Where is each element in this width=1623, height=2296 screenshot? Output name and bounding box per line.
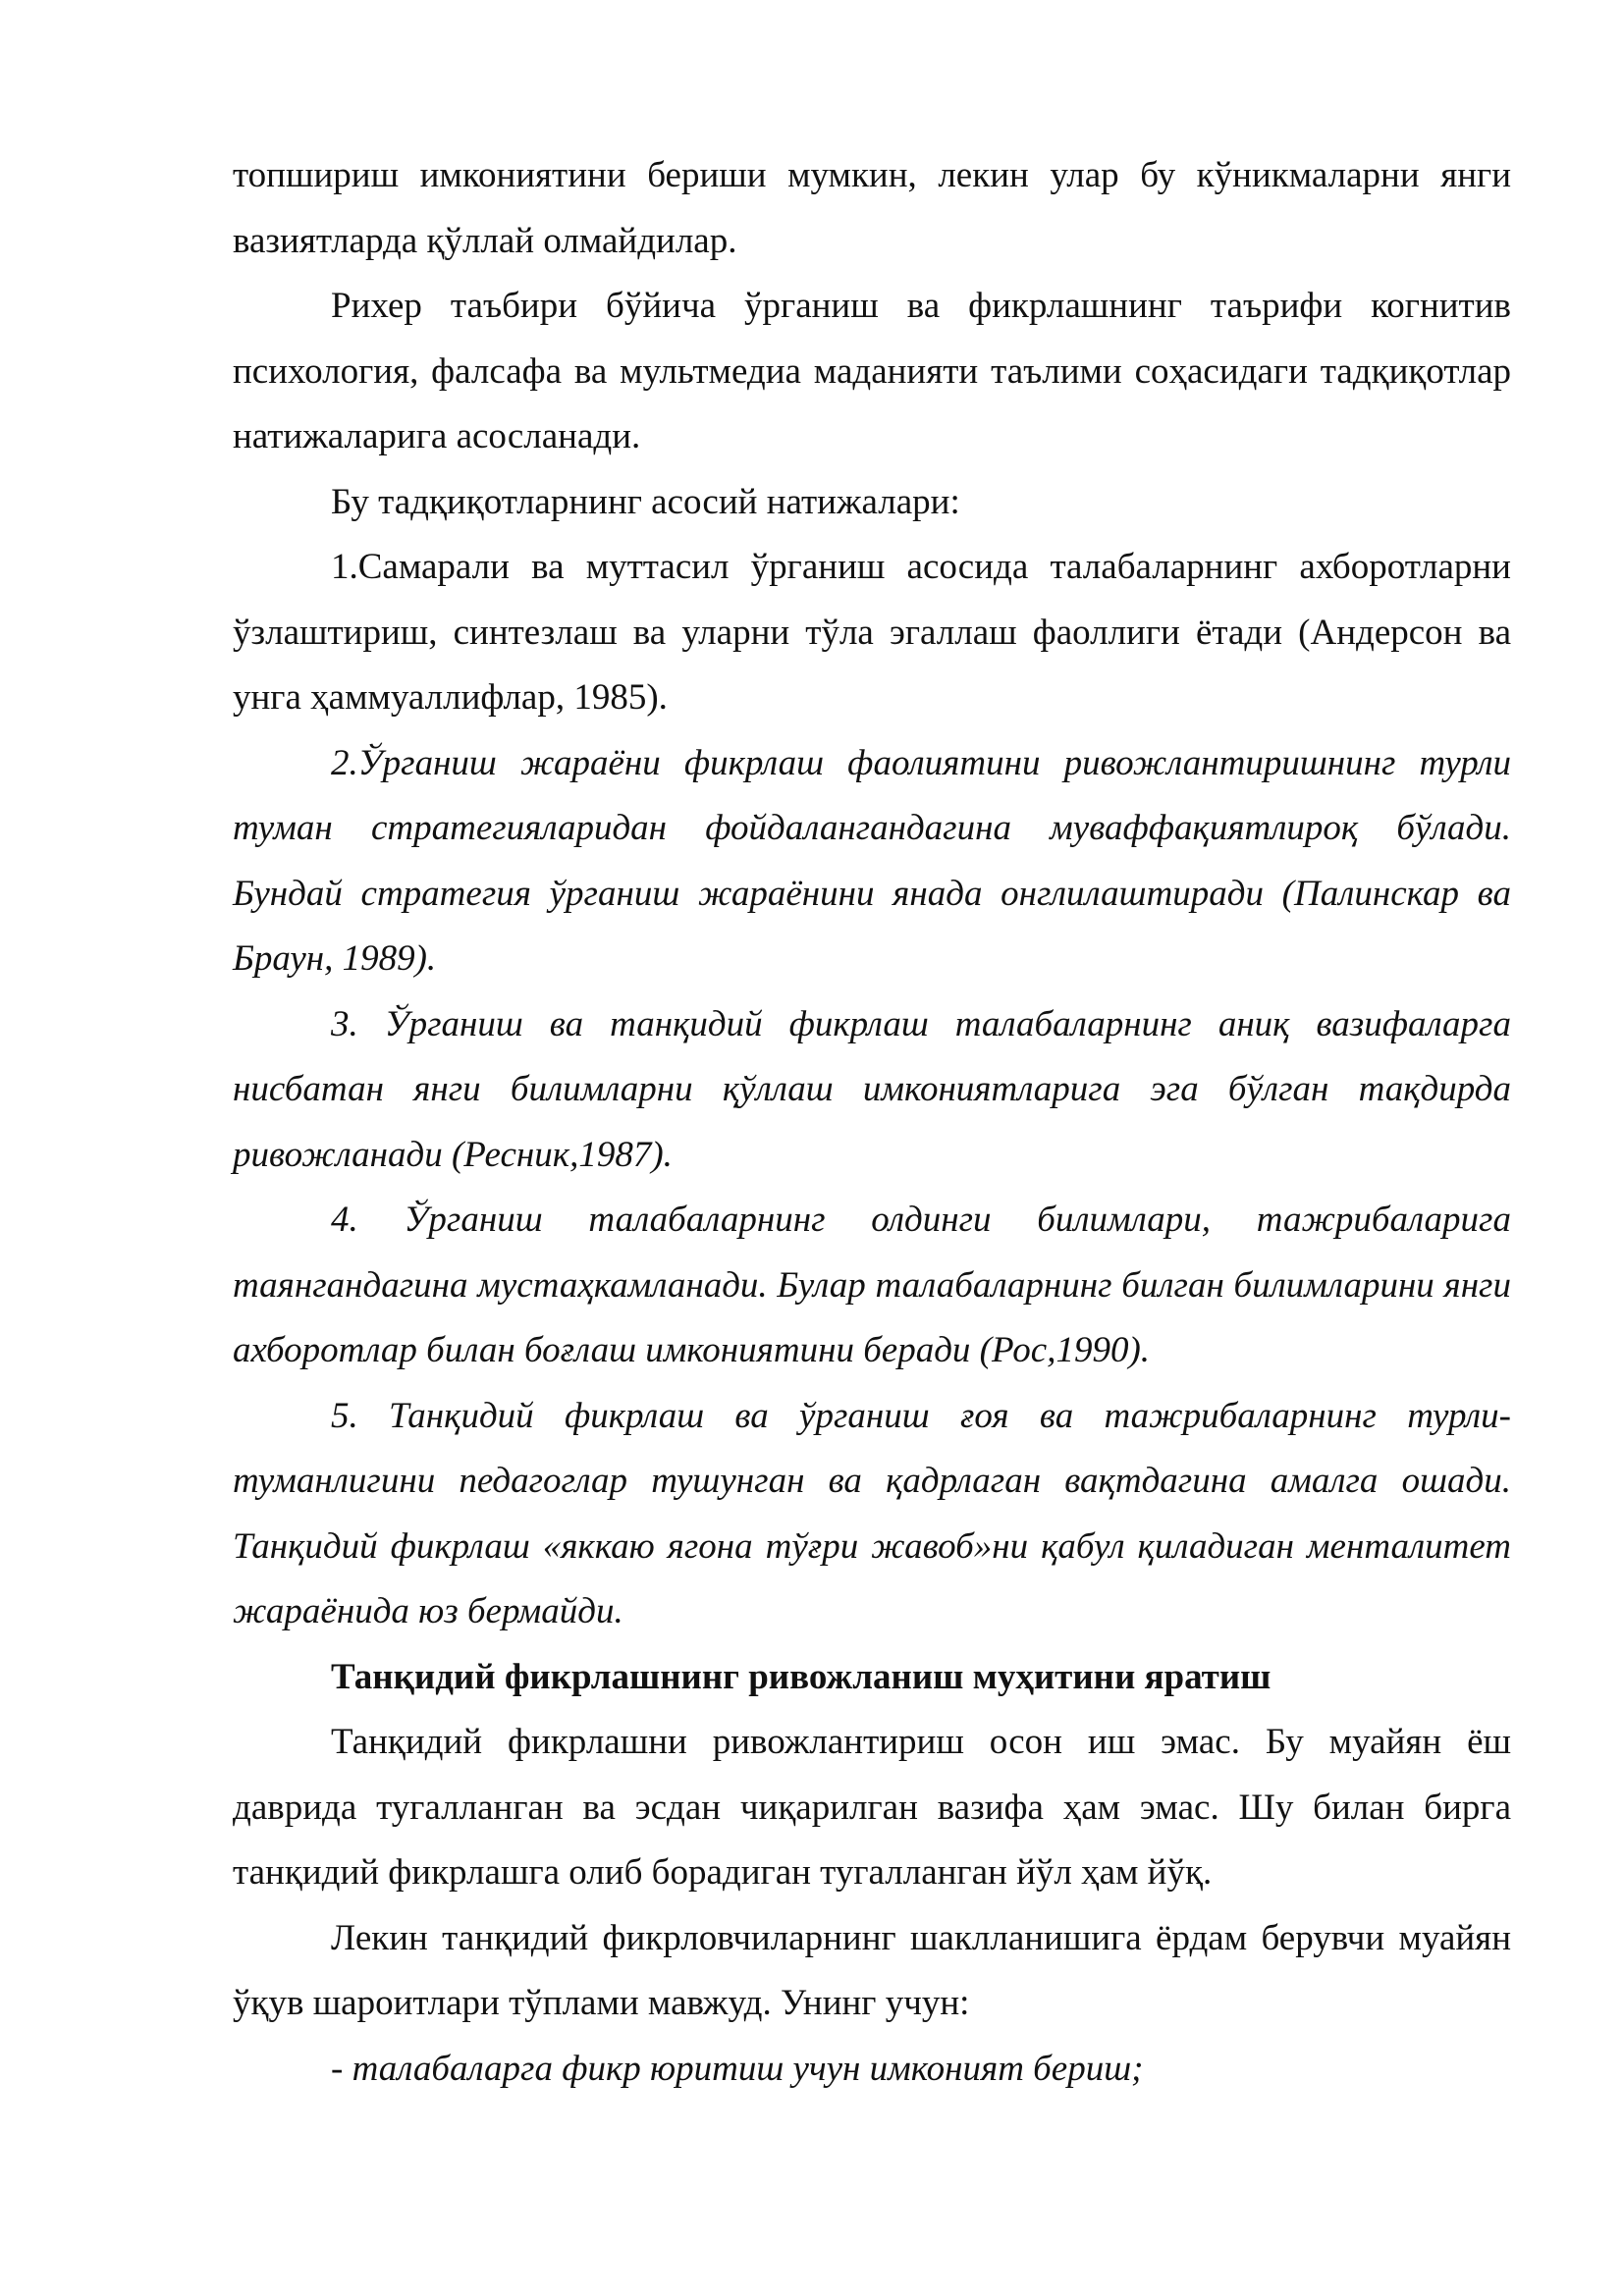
list-item-marker: - — [331, 2048, 344, 2089]
paragraph-result-4: 4. Ўрганиш талабаларнинг олдинги билимлари, тажрибаларига таянгандагина мустаҳкамланади. Булар талабаларнинг билган билимларини янги ахборотлар билан боғлаш имкониятини беради (Рос,1990). — [233, 1200, 1511, 1370]
paragraph-learning-conditions: Лекин танқидий фикрловчиларнинг шаклланишига ёрдам берувчи муайян ўқув шароитлари тўплами мавжуд. Унинг учун: — [233, 1917, 1511, 2023]
paragraph-result-1: 1.Самарали ва муттасил ўрганиш асосида талабаларнинг ахборотларни ўзлаштириш, синтезлаш ва уларни тўла эгаллаш фаоллиги ётади (Андерсон ва унга ҳаммуаллифлар, 1985). — [233, 547, 1511, 718]
paragraph-results-intro: Бу тадқиқотларнинг асосий натижалари: — [331, 481, 960, 522]
list-item-text: талабаларга фикр юритиш учун имконият бериш; — [343, 2048, 1144, 2089]
text-column — [233, 143, 1511, 2102]
paragraph-richer-definition: Рихер таъбири бўйича ўрганиш ва фикрлашнинг таърифи когнитив психология, фалсафа ва мультмедиа маданияти таълими соҳасидаги тадқиқотлар натижаларига асосланади. — [233, 286, 1511, 456]
paragraph-result-5: 5. Танқидий фикрлаш ва ўрганиш ғоя ва тажрибаларнинг турли-туманлигини педагоглар тушунган ва қадрлаган вақтдагина амалга ошади. Танқидий фикрлаш «яккаю ягона тўғри жавоб»ни қабул қиладиган менталитет жараёнида юз бермайди. — [233, 1395, 1511, 1631]
paragraph-development-difficulty: Танқидий фикрлашни ривожлантириш осон иш эмас. Бу муайян ёш даврида тугалланган ва эсдан чиқарилган вазифа ҳам эмас. Шу билан бирга танқидий фикрлашга олиб борадиган тугалланган йўл ҳам йўқ. — [233, 1722, 1511, 1893]
paragraph-continuation: топшириш имкониятини бериши мумкин, лекин улар бу кўникмаларни янги вазиятларда қўллай олмайдилар. — [233, 155, 1511, 261]
paragraph-result-2: 2.Ўрганиш жараёни фикрлаш фаолиятини ривожлантиришнинг турли туман стратегияларидан фойдалангандагина муваффақиятлироқ бўлади. Бундай стратегия ўрганиш жараёнини янада онглилаштиради (Палинскар ва Браун, 1989). — [233, 742, 1511, 979]
section-heading: Танқидий фикрлашнинг ривожланиш муҳитини яратиш — [331, 1656, 1271, 1697]
list-item — [233, 2037, 1511, 2103]
paragraph-result-3: 3. Ўрганиш ва танқидий фикрлаш талабаларнинг аниқ вазифаларга нисбатан янги билимларни қўллаш имкониятларига эга бўлган тақдирда ривожланади (Ресник,1987). — [233, 1003, 1511, 1175]
